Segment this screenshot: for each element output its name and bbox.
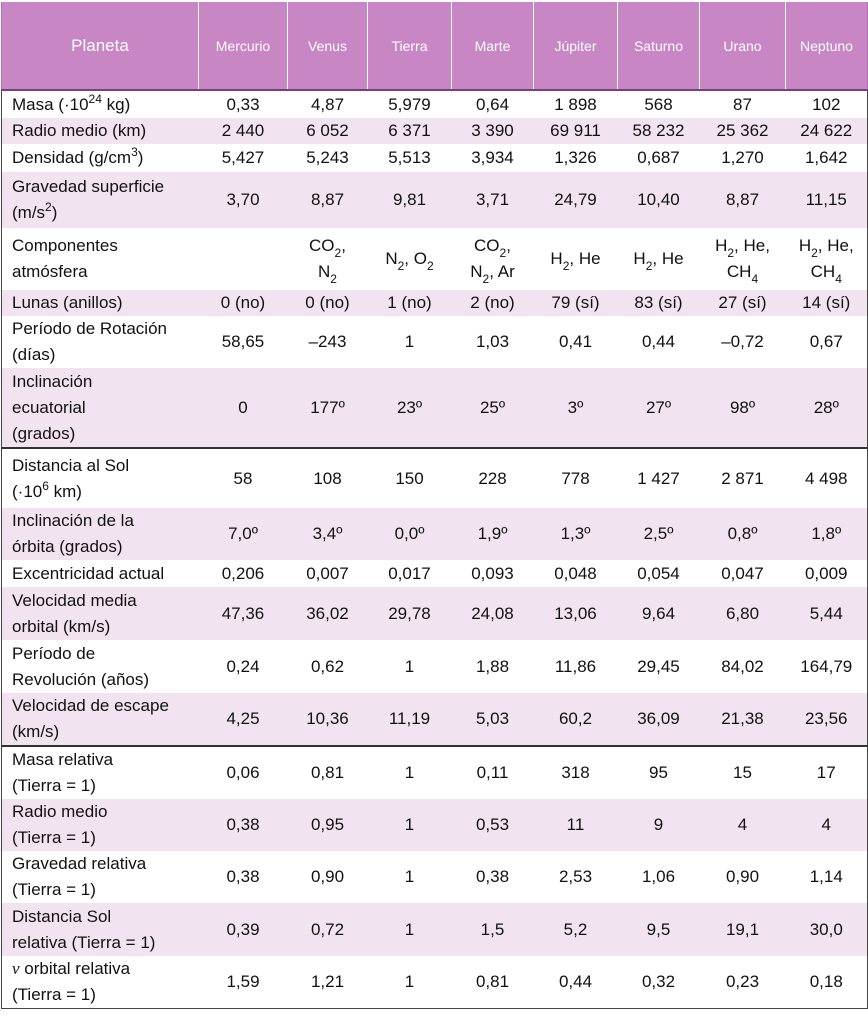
table-cell: 150 (368, 448, 452, 508)
table-cell: 1,270 (721, 148, 764, 167)
table-cell: 0,64 (475, 94, 510, 114)
table-cell: 0,06 (199, 746, 288, 799)
table-cell: 0 (no) (288, 290, 368, 316)
table-cell: 6 052 (288, 118, 368, 144)
row-label: Radio medio (km) (2, 118, 199, 144)
table-cell: 0,81 (288, 746, 368, 799)
row-label: Componentes atmósfera (2, 228, 199, 290)
table-row (2, 368, 868, 448)
table-cell: 0,95 (288, 799, 368, 851)
table-cell: 1,59 (199, 956, 288, 1009)
table-cell: 3 390 (452, 118, 534, 144)
table-cell: 25 362 (700, 118, 786, 144)
table-cell: 1,21 (288, 956, 368, 1009)
table-cell: 5,44 (786, 587, 868, 640)
row-label: Densidad $(g/cm^3)$ (2, 144, 199, 172)
table-cell: $H_2$, He (633, 249, 684, 273)
table-cell: 58,65 (221, 332, 265, 351)
table-cell: 1 (368, 799, 452, 851)
table-cell: 23,56 (786, 693, 868, 746)
table-cell: $H_2$, He, $CH_4$ (715, 236, 770, 286)
table-row (2, 172, 868, 228)
table-cell: 0,62 (310, 656, 345, 676)
table-cell: 83 (sí) (618, 290, 700, 316)
table-cell: 0,048 (554, 563, 597, 583)
table-cell: $CO_2$, $N_2$ (309, 236, 346, 286)
table-cell: 568 (644, 94, 673, 114)
planet-data-table (1, 2, 868, 1009)
table-cell: 1,3º (534, 508, 618, 560)
table-cell: 58 (199, 448, 288, 508)
table-cell: 5,03 (452, 693, 534, 746)
row-label: Radio medio (Tierra = 1) (2, 799, 199, 851)
table-cell: 1 427 (618, 448, 700, 508)
table-cell: $CO_2$, $N_2$, Ar (470, 236, 515, 286)
table-cell: 3,4º (288, 508, 368, 560)
header-urano: Urano (700, 2, 786, 90)
table-row (2, 448, 868, 508)
table-cell: 9,64 (618, 587, 700, 640)
table-cell: 2,53 (558, 867, 593, 886)
table-cell: 1,88 (475, 656, 510, 676)
table-cell: 1 898 (554, 94, 597, 114)
table-cell: 177º (288, 368, 368, 448)
table-cell: 0,11 (452, 746, 534, 799)
table-cell: 1 (404, 332, 415, 351)
table-cell: 0,53 (452, 799, 534, 851)
table-cell: 0,44 (534, 956, 618, 1009)
table-cell: 102 (786, 90, 868, 118)
table-cell: 29,78 (368, 587, 452, 640)
table-cell: 0,38 (475, 867, 510, 886)
table-cell: 21,38 (700, 693, 786, 746)
table-cell: 3,71 (452, 172, 534, 228)
row-label: Inclinación de la órbita (grados) (2, 508, 199, 560)
table-cell: 4 (786, 799, 868, 851)
table-cell: 0,72 (288, 903, 368, 956)
table-row (2, 851, 868, 903)
table-cell: 11 (534, 799, 618, 851)
table-cell: 0 (no) (199, 290, 288, 316)
table-cell: 4 498 (786, 448, 868, 508)
table-cell: 0,687 (637, 148, 680, 167)
table-cell: 0,007 (306, 563, 349, 583)
table-cell: 0,093 (471, 563, 514, 583)
table-row (2, 560, 868, 587)
table-row (2, 228, 868, 290)
table-cell: 0,0º (368, 508, 452, 560)
table-cell: 24 622 (786, 118, 868, 144)
table-cell: 5,2 (534, 903, 618, 956)
table-cell: 0,24 (226, 656, 260, 676)
table-cell: 2 871 (700, 448, 786, 508)
table-cell: 98º (700, 368, 786, 448)
header-planeta: Planeta (2, 2, 199, 90)
table-cell: 2 440 (199, 118, 288, 144)
row-label: Masa relativa (Tierra = 1) (2, 746, 199, 799)
table-cell: 1,06 (641, 867, 676, 886)
table-cell: 7,0º (199, 508, 288, 560)
table-cell: 5,427 (221, 148, 265, 167)
header-neptuno: Neptuno (786, 2, 868, 90)
table-cell: 84,02 (721, 656, 764, 676)
table-cell: 0,009 (786, 560, 868, 587)
table-row (2, 508, 868, 560)
table-cell: 8,87 (700, 172, 786, 228)
header-saturno: Saturno (618, 2, 700, 90)
table-body (2, 90, 868, 1009)
table-cell: 1 (no) (368, 290, 452, 316)
table-row (2, 290, 868, 316)
table-cell: 8,87 (288, 172, 368, 228)
table-cell: 3,934 (471, 148, 514, 167)
table-cell: 1,8º (786, 508, 868, 560)
table-cell: 87 (733, 94, 752, 114)
table-cell: 1,9º (452, 508, 534, 560)
table-cell: 108 (288, 448, 368, 508)
table-cell: 4 (700, 799, 786, 851)
table-cell: 1 (368, 746, 452, 799)
table-cell: 0,18 (786, 956, 868, 1009)
table-cell: 0,38 (199, 799, 288, 851)
table-cell: 228 (452, 448, 534, 508)
table-cell: 0,67 (786, 316, 868, 368)
table-cell: 0,054 (637, 563, 680, 583)
table-cell: 10,36 (288, 693, 368, 746)
table-cell: 0,8º (700, 508, 786, 560)
table-cell: 3,70 (199, 172, 288, 228)
row-label: Masa ($\cdot 10^{24}$ kg) (2, 90, 199, 118)
table-cell: 47,36 (199, 587, 288, 640)
table-row (2, 956, 868, 1009)
table-cell: –243 (308, 332, 347, 351)
table-cell: 10,40 (618, 172, 700, 228)
table-cell: 0,047 (721, 563, 764, 583)
table-row (2, 640, 868, 693)
table-cell: 27º (618, 368, 700, 448)
table-row (2, 587, 868, 640)
table-cell: 1 (368, 956, 452, 1009)
table-cell: 0,017 (388, 563, 431, 583)
table-cell: 1 (368, 903, 452, 956)
table-cell: 25º (452, 368, 534, 448)
table-cell: 1,326 (554, 148, 597, 167)
table-cell: 17 (786, 746, 868, 799)
table-row (2, 903, 868, 956)
row-label: Distancia Sol relativa (Tierra = 1) (2, 903, 199, 956)
table-cell: 14 (sí) (786, 290, 868, 316)
table-cell: 2,5º (618, 508, 700, 560)
table-cell: 95 (618, 746, 700, 799)
table-row (2, 746, 868, 799)
table-cell: 0 (199, 368, 288, 448)
table-cell: 2 (no) (452, 290, 534, 316)
table-cell: 15 (700, 746, 786, 799)
header-tierra: Tierra (368, 2, 452, 90)
row-label: Gravedad superficie $(m/s^2)$ (2, 172, 199, 228)
table-cell: 0,38 (226, 867, 260, 886)
table-cell: 0,90 (310, 867, 345, 886)
table-cell: 69 911 (534, 118, 618, 144)
table-cell: 5,243 (306, 148, 349, 167)
table-cell: 13,06 (534, 587, 618, 640)
row-label: Distancia al Sol ($\cdot 10^6$ km) (2, 448, 199, 508)
row-label: Excentricidad actual (2, 560, 199, 587)
row-label: Lunas (anillos) (2, 290, 199, 316)
table-cell: 0,32 (618, 956, 700, 1009)
header-mercurio: Mercurio (199, 2, 288, 90)
table-cell: 3º (534, 368, 618, 448)
table-cell: 4,87 (310, 94, 345, 114)
table-cell: 0,39 (199, 903, 288, 956)
table-cell: 9 (618, 799, 700, 851)
table-cell: 23º (368, 368, 452, 448)
table-cell: 0,33 (226, 94, 260, 114)
row-label: v orbital relativa (Tierra = 1) (2, 956, 199, 1009)
table-cell: 6,80 (700, 587, 786, 640)
table-cell: 28º (786, 368, 868, 448)
table-cell: 4,25 (199, 693, 288, 746)
table-cell: $H_2$, He (550, 249, 601, 273)
table-cell: 36,09 (618, 693, 700, 746)
table-cell (199, 228, 288, 290)
table-cell: 1,14 (786, 851, 868, 903)
table-cell: 19,1 (700, 903, 786, 956)
header-marte: Marte (452, 2, 534, 90)
table-cell: 1 (404, 867, 415, 886)
table-cell: 0,90 (725, 867, 760, 886)
table-cell: 1,5 (452, 903, 534, 956)
table-cell: 0,81 (452, 956, 534, 1009)
table-cell: 30,0 (786, 903, 868, 956)
table-cell: 0,206 (221, 563, 265, 583)
table-cell: 36,02 (288, 587, 368, 640)
table-cell: 1 (404, 656, 415, 676)
row-label: Inclinación ecuatorial (grados) (2, 368, 199, 448)
table-cell: 58 232 (618, 118, 700, 144)
table-cell: 318 (534, 746, 618, 799)
table-cell: 11,15 (786, 172, 868, 228)
table-cell: –0,72 (721, 332, 764, 351)
table-row (2, 693, 868, 746)
header-jupiter: Júpiter (534, 2, 618, 90)
table-cell: 5,979 (388, 94, 431, 114)
table-row (2, 144, 868, 172)
table-cell: 1,03 (475, 332, 510, 351)
table-cell: 164,79 (786, 640, 868, 693)
table-cell: 24,79 (534, 172, 618, 228)
table-row (2, 118, 868, 144)
table-cell: 29,45 (637, 656, 680, 676)
table-row (2, 799, 868, 851)
table-cell: 0,23 (700, 956, 786, 1009)
table-cell: 6 371 (368, 118, 452, 144)
table-cell: 9,81 (368, 172, 452, 228)
table-cell: $N_2$, $O_2$ (385, 249, 434, 273)
table-cell: 11,19 (368, 693, 452, 746)
header-venus: Venus (288, 2, 368, 90)
table-row (2, 316, 868, 368)
table-cell: 27 (sí) (700, 290, 786, 316)
table-cell: 24,08 (452, 587, 534, 640)
row-label: Velocidad media orbital (km/s) (2, 587, 199, 640)
table-cell: 60,2 (534, 693, 618, 746)
table-cell: 1,642 (786, 144, 868, 172)
header-row (2, 2, 868, 90)
table-cell: 11,86 (554, 656, 597, 676)
row-label: Velocidad de escape (km/s) (2, 693, 199, 746)
table-cell: $H_2$, He, $CH_4$ (786, 228, 868, 290)
row-label: Período de Rotación (días) (2, 316, 199, 368)
row-label: Período de Revolución (años) (2, 640, 199, 693)
table-cell: 5,513 (388, 148, 431, 167)
table-cell: 0,41 (558, 332, 593, 351)
table-cell: 0,44 (641, 332, 676, 351)
table-cell: 9,5 (618, 903, 700, 956)
table-row (2, 90, 868, 118)
table-cell: 778 (534, 448, 618, 508)
row-label: Gravedad relativa (Tierra = 1) (2, 851, 199, 903)
table-cell: 79 (sí) (534, 290, 618, 316)
